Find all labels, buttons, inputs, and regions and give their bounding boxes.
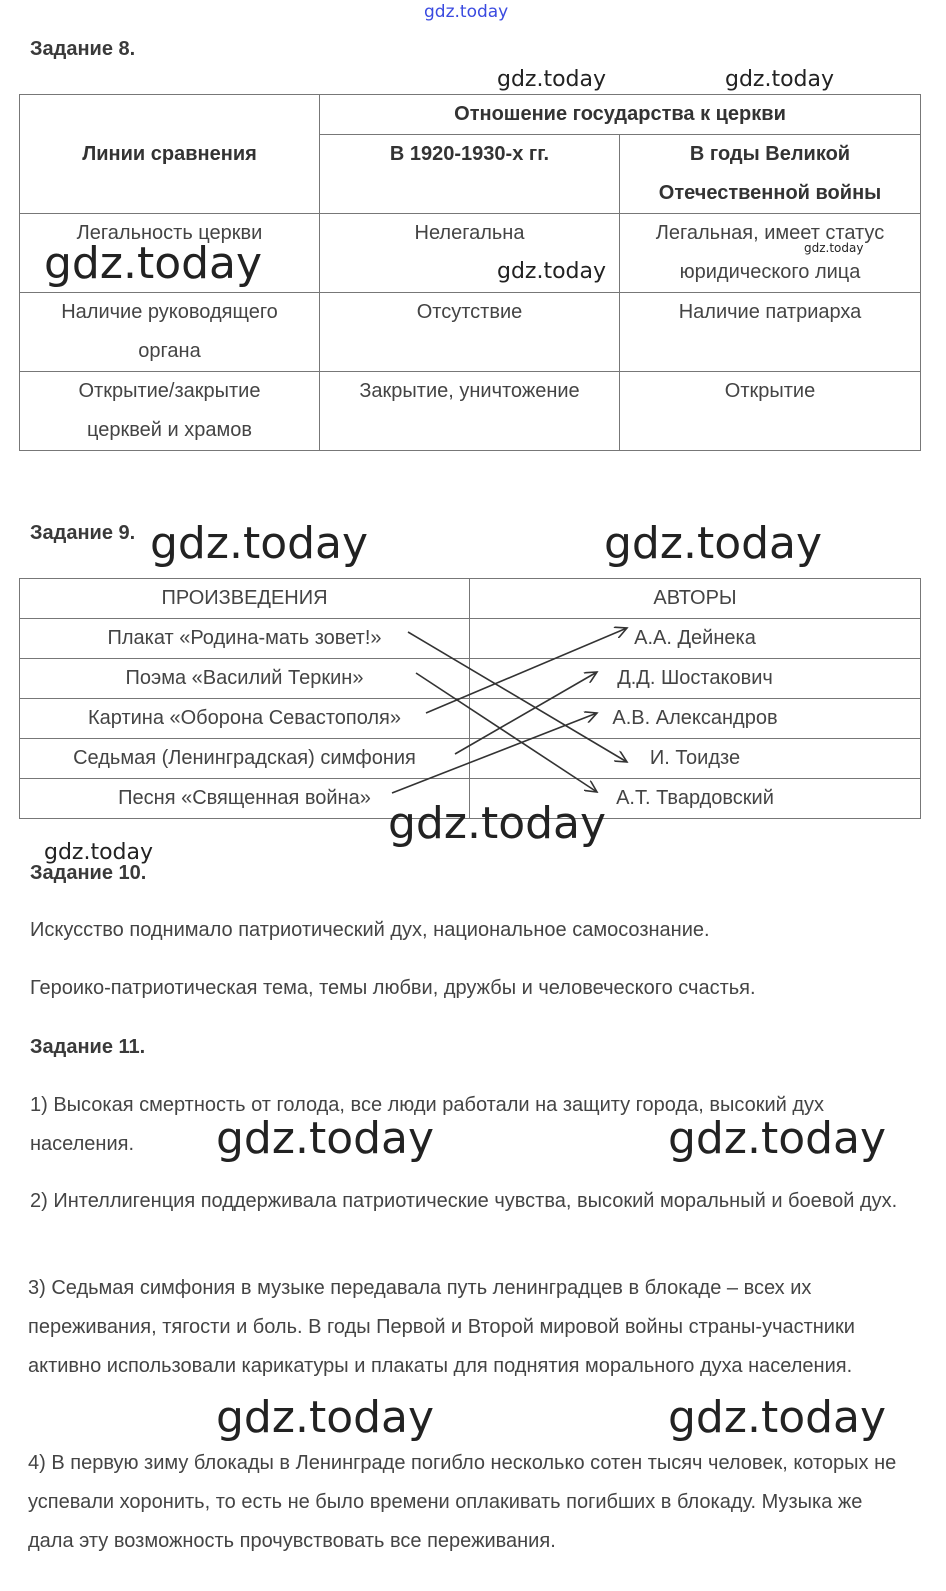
row-value-1920s: Нелегальна	[320, 214, 620, 293]
row-value-1920s: Отсутствие	[320, 293, 620, 372]
row-value-line: юридического лица	[679, 261, 861, 283]
author-item: Д.Д. Шостакович	[470, 659, 921, 699]
task11-heading: Задание 11.	[30, 1036, 146, 1058]
header-war-line1: В годы Великой	[689, 143, 851, 165]
watermark: gdz.today	[668, 1392, 887, 1443]
work-item: Плакат «Родина-мать зовет!»	[20, 619, 470, 659]
row-label-line: Легальность церкви	[76, 222, 263, 244]
author-item: А.А. Дейнека	[470, 619, 921, 659]
row-value-war: Открытие	[620, 372, 921, 451]
row-label-line: Наличие руководящего	[61, 301, 278, 323]
header-authors: АВТОРЫ	[470, 579, 921, 619]
header-group: Отношение государства к церкви	[320, 95, 921, 135]
task10-paragraph: Искусство поднимало патриотический дух, национальное самосознание.	[30, 919, 710, 941]
task10-paragraph: Героико-патриотическая тема, темы любви, дружбы и человеческого счастья.	[30, 977, 756, 999]
watermark: gdz.today	[497, 259, 607, 284]
work-item: Песня «Священная война»	[20, 779, 470, 819]
watermark: gdz.today	[216, 1392, 435, 1443]
header-war-line2: Отечественной войны	[658, 182, 882, 204]
watermark: gdz.today	[150, 518, 369, 569]
arrow-work3-to-author1	[426, 628, 627, 713]
watermark: gdz.today	[216, 1113, 435, 1164]
watermark: gdz.today	[497, 67, 607, 92]
task11-paragraph: 2) Интеллигенция поддерживала патриотические чувства, высокий моральный и боевой дух.	[30, 1190, 898, 1212]
row-label-line: церквей и храмов	[87, 419, 252, 441]
watermark: gdz.today	[44, 840, 154, 865]
watermark: gdz.today	[725, 67, 835, 92]
author-item: А.В. Александров	[470, 699, 921, 739]
arrow-work1-to-author4	[408, 632, 627, 762]
task9-heading: Задание 9.	[30, 522, 136, 544]
row-value-line: Легальная, имеет статус	[655, 222, 885, 244]
watermark: gdz.today	[388, 798, 607, 849]
watermark: gdz.today	[804, 241, 864, 255]
row-label-line: Открытие/закрытие	[78, 380, 261, 402]
task11-paragraph: 3) Седьмая симфония в музыке передавала путь ленинградцев в блокаде – всех их переживания, тягости и боль. В годы Первой и Второй мировой войны страны-участники активно использовали карикатуры и плакаты для поднятия морального духа населения.	[28, 1277, 855, 1377]
watermark: gdz.today	[604, 518, 823, 569]
row-label-line: органа	[138, 340, 201, 362]
row-value-1920s: Закрытие, уничтожение	[320, 372, 620, 451]
work-item: Седьмая (Ленинградская) симфония	[20, 739, 470, 779]
watermark: gdz.today	[668, 1113, 887, 1164]
task8-heading: Задание 8.	[30, 38, 136, 60]
work-item: Картина «Оборона Севастополя»	[20, 699, 470, 739]
task10-heading: Задание 10.	[30, 862, 147, 884]
header-comparison-lines: Линии сравнения	[20, 95, 320, 214]
watermark: gdz.today	[44, 238, 263, 289]
row-value-war: Наличие патриарха	[620, 293, 921, 372]
watermark-top: gdz.today	[424, 2, 509, 22]
work-item: Поэма «Василий Теркин»	[20, 659, 470, 699]
task11-paragraph: 4) В первую зиму блокады в Ленинграде погибло несколько сотен тысяч человек, которых не успевали хоронить, то есть не было времени оплакивать погибших в блокаду. Музыка же дала эту возможность прочувствовать все переживания.	[28, 1452, 897, 1552]
author-item: И. Тоидзе	[470, 739, 921, 779]
header-works: ПРОИЗВЕДЕНИЯ	[20, 579, 470, 619]
author-item: А.Т. Твардовский	[470, 779, 921, 819]
header-1920s: В 1920-1930-х гг.	[320, 135, 620, 214]
task11-paragraph: 1) Высокая смертность от голода, все люди работали на защиту города, высокий дух населения.	[30, 1094, 825, 1155]
